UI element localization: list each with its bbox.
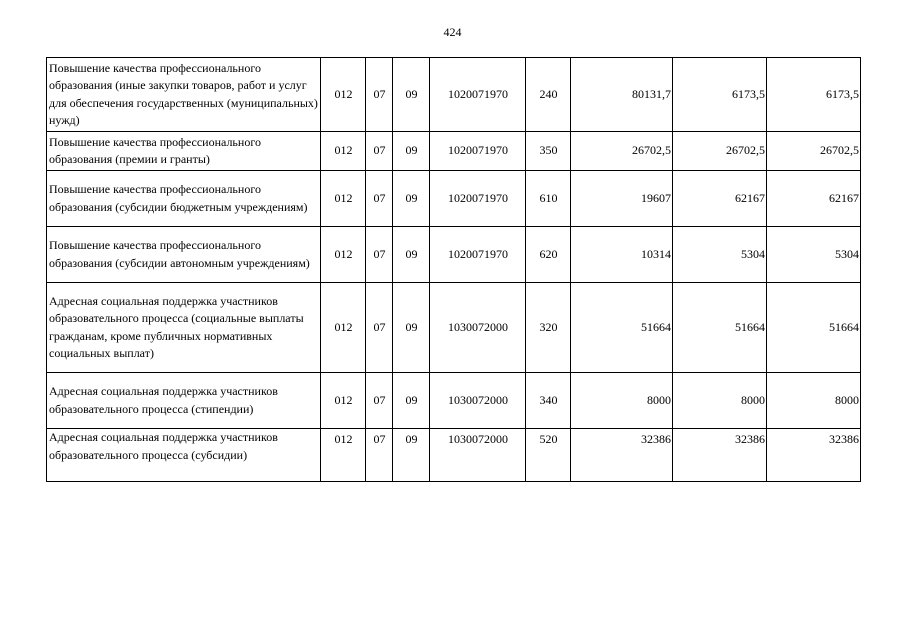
- row-ved: 012: [321, 227, 366, 283]
- row-sum1: 10314: [571, 227, 673, 283]
- page-number: 424: [443, 25, 462, 39]
- row-sum2: 62167: [673, 171, 767, 227]
- row-sum3: 62167: [767, 171, 861, 227]
- row-name: Адресная социальная поддержка участников образовательного процесса (стипендии): [47, 373, 321, 429]
- row-rz: 07: [366, 373, 393, 429]
- row-pr: 09: [393, 171, 430, 227]
- row-rz: 07: [366, 132, 393, 171]
- row-pr: 09: [393, 132, 430, 171]
- table-row: [47, 58, 861, 132]
- row-vr: 340: [526, 373, 571, 429]
- row-sum1: 19607: [571, 171, 673, 227]
- row-sum3: 26702,5: [767, 132, 861, 171]
- row-sum2: 8000: [673, 373, 767, 429]
- row-csr: 1020071970: [430, 132, 526, 171]
- row-sum3: 51664: [767, 283, 861, 373]
- row-sum2: 26702,5: [673, 132, 767, 171]
- row-ved: 012: [321, 132, 366, 171]
- row-rz: 07: [366, 227, 393, 283]
- row-csr: 1020071970: [430, 171, 526, 227]
- row-name: Повышение качества профессионального образования (иные закупки товаров, работ и услуг для обеспечения государственных (муниципальных) нужд): [47, 58, 321, 132]
- budget-table: [46, 57, 861, 482]
- row-sum1: 26702,5: [571, 132, 673, 171]
- row-ved: 012: [321, 171, 366, 227]
- table-row: [47, 132, 861, 171]
- row-pr: 09: [393, 58, 430, 132]
- row-sum1: 80131,7: [571, 58, 673, 132]
- row-sum3: 8000: [767, 373, 861, 429]
- row-rz: 07: [366, 429, 393, 482]
- row-pr: 09: [393, 283, 430, 373]
- row-sum1: 8000: [571, 373, 673, 429]
- row-rz: 07: [366, 58, 393, 132]
- row-ved: 012: [321, 373, 366, 429]
- row-vr: 520: [526, 429, 571, 482]
- row-sum3: 32386: [767, 429, 861, 482]
- row-pr: 09: [393, 429, 430, 482]
- row-sum2: 5304: [673, 227, 767, 283]
- row-csr: 1030072000: [430, 283, 526, 373]
- row-csr: 1020071970: [430, 227, 526, 283]
- row-name: Адресная социальная поддержка участников образовательного процесса (субсидии): [47, 429, 321, 482]
- table-row: [47, 171, 861, 227]
- row-csr: 1030072000: [430, 429, 526, 482]
- row-ved: 012: [321, 58, 366, 132]
- row-pr: 09: [393, 373, 430, 429]
- table-row: [47, 429, 861, 482]
- row-vr: 350: [526, 132, 571, 171]
- row-ved: 012: [321, 283, 366, 373]
- row-sum2: 32386: [673, 429, 767, 482]
- row-csr: 1030072000: [430, 373, 526, 429]
- row-sum1: 32386: [571, 429, 673, 482]
- row-vr: 240: [526, 58, 571, 132]
- row-sum3: 6173,5: [767, 58, 861, 132]
- row-name: Повышение качества профессионального образования (премии и гранты): [47, 132, 321, 171]
- row-rz: 07: [366, 171, 393, 227]
- row-name: Повышение качества профессионального образования (субсидии автономным учреждениям): [47, 227, 321, 283]
- row-sum2: 6173,5: [673, 58, 767, 132]
- table-row: [47, 227, 861, 283]
- row-vr: 620: [526, 227, 571, 283]
- row-name: Адресная социальная поддержка участников образовательного процесса (социальные выплаты гражданам, кроме публичных нормативных социальных выплат): [47, 283, 321, 373]
- row-name: Повышение качества профессионального образования (субсидии бюджетным учреждениям): [47, 171, 321, 227]
- table-row: [47, 283, 861, 373]
- row-ved: 012: [321, 429, 366, 482]
- row-vr: 610: [526, 171, 571, 227]
- table-row: [47, 373, 861, 429]
- row-sum3: 5304: [767, 227, 861, 283]
- row-csr: 1020071970: [430, 58, 526, 132]
- row-rz: 07: [366, 283, 393, 373]
- row-vr: 320: [526, 283, 571, 373]
- row-pr: 09: [393, 227, 430, 283]
- row-sum2: 51664: [673, 283, 767, 373]
- row-sum1: 51664: [571, 283, 673, 373]
